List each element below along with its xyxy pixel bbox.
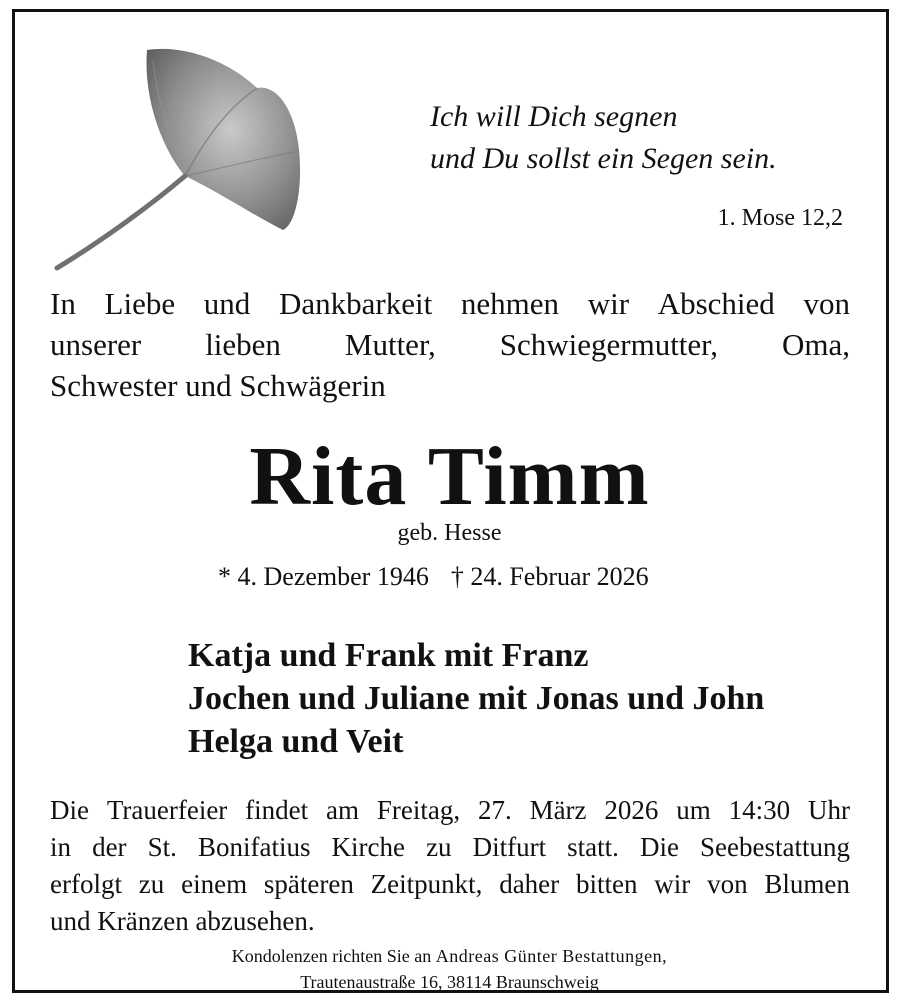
word: erfolgt (50, 869, 122, 899)
word: späteren (263, 869, 354, 899)
word: bitten (575, 869, 638, 899)
word: findet (245, 795, 309, 825)
word: einem (181, 869, 248, 899)
word: Kirche (331, 832, 405, 862)
ginkgo-leaf-icon (45, 40, 315, 280)
funeral-home-address: Trautenaustraße 16, 38114 Braunschweig (300, 972, 599, 992)
word: unserer (50, 327, 142, 362)
word: daher (499, 869, 560, 899)
word: Liebe (104, 286, 176, 321)
death-date: † 24. Februar 2026 (450, 562, 649, 591)
word: zu (426, 832, 452, 862)
word: Bonifatius (197, 832, 311, 862)
family-line: Katja und Frank mit Franz (188, 637, 589, 674)
word: Die (50, 795, 89, 825)
word: Abschied (657, 286, 775, 321)
word: Zeitpunkt, (370, 869, 483, 899)
word: wir (587, 286, 630, 321)
intro-text (50, 283, 850, 406)
word: nehmen (460, 286, 560, 321)
word: Freitag, (376, 795, 461, 825)
word: am (326, 795, 359, 825)
word: 2026 (604, 795, 659, 825)
service-line-1 (50, 792, 850, 829)
service-line-4: und Kränzen abzusehen. (50, 906, 315, 936)
life-dates (218, 562, 649, 592)
word: März (529, 795, 587, 825)
service-info (50, 792, 850, 940)
verse-reference: 1. Mose 12,2 (717, 205, 843, 231)
word: Trauerfeier (106, 795, 228, 825)
word: Dankbarkeit (278, 286, 433, 321)
word: Uhr (808, 795, 850, 825)
word: zu (138, 869, 165, 899)
word: statt. (567, 832, 619, 862)
word: von (803, 286, 850, 321)
word: Blumen (764, 869, 850, 899)
word: Oma, (781, 327, 850, 362)
word: Ditfurt (472, 832, 547, 862)
verse-line-2: und Du sollst ein Segen sein. (430, 142, 777, 175)
word: lieben (205, 327, 281, 362)
word: von (707, 869, 748, 899)
intro-line-2 (50, 324, 850, 365)
funeral-home-name: Andreas Günter Bestattungen, (435, 946, 668, 966)
word: St. (147, 832, 177, 862)
word: Die (639, 832, 679, 862)
deceased-name: Rita Timm (249, 430, 650, 523)
word: 14:30 (728, 795, 791, 825)
word: In (50, 286, 76, 321)
maiden-name: geb. Hesse (397, 520, 502, 546)
condolences-line-1 (0, 943, 899, 969)
word: Schwiegermutter, (499, 327, 719, 362)
family-line: Helga und Veit (188, 723, 404, 760)
word: 27. (477, 795, 512, 825)
word: wir (654, 869, 691, 899)
word: Mutter, (344, 327, 436, 362)
condolences-prefix: Kondolenzen richten Sie an (231, 946, 432, 966)
condolences-info (0, 943, 899, 995)
intro-line-1 (50, 283, 850, 324)
family-members (188, 634, 764, 763)
word: der (92, 832, 127, 862)
intro-line-3: Schwester und Schwägerin (50, 368, 386, 403)
word: in (50, 832, 72, 862)
word: Seebestattung (700, 832, 850, 862)
word: und (203, 286, 251, 321)
verse-line-1: Ich will Dich segnen (430, 100, 678, 133)
word: um (676, 795, 711, 825)
birth-date: * 4. Dezember 1946 (218, 562, 429, 591)
family-line: Jochen und Juliane mit Jonas und John (188, 680, 765, 717)
bible-verse (430, 96, 777, 180)
service-line-2 (50, 829, 850, 866)
service-line-3 (50, 866, 850, 903)
